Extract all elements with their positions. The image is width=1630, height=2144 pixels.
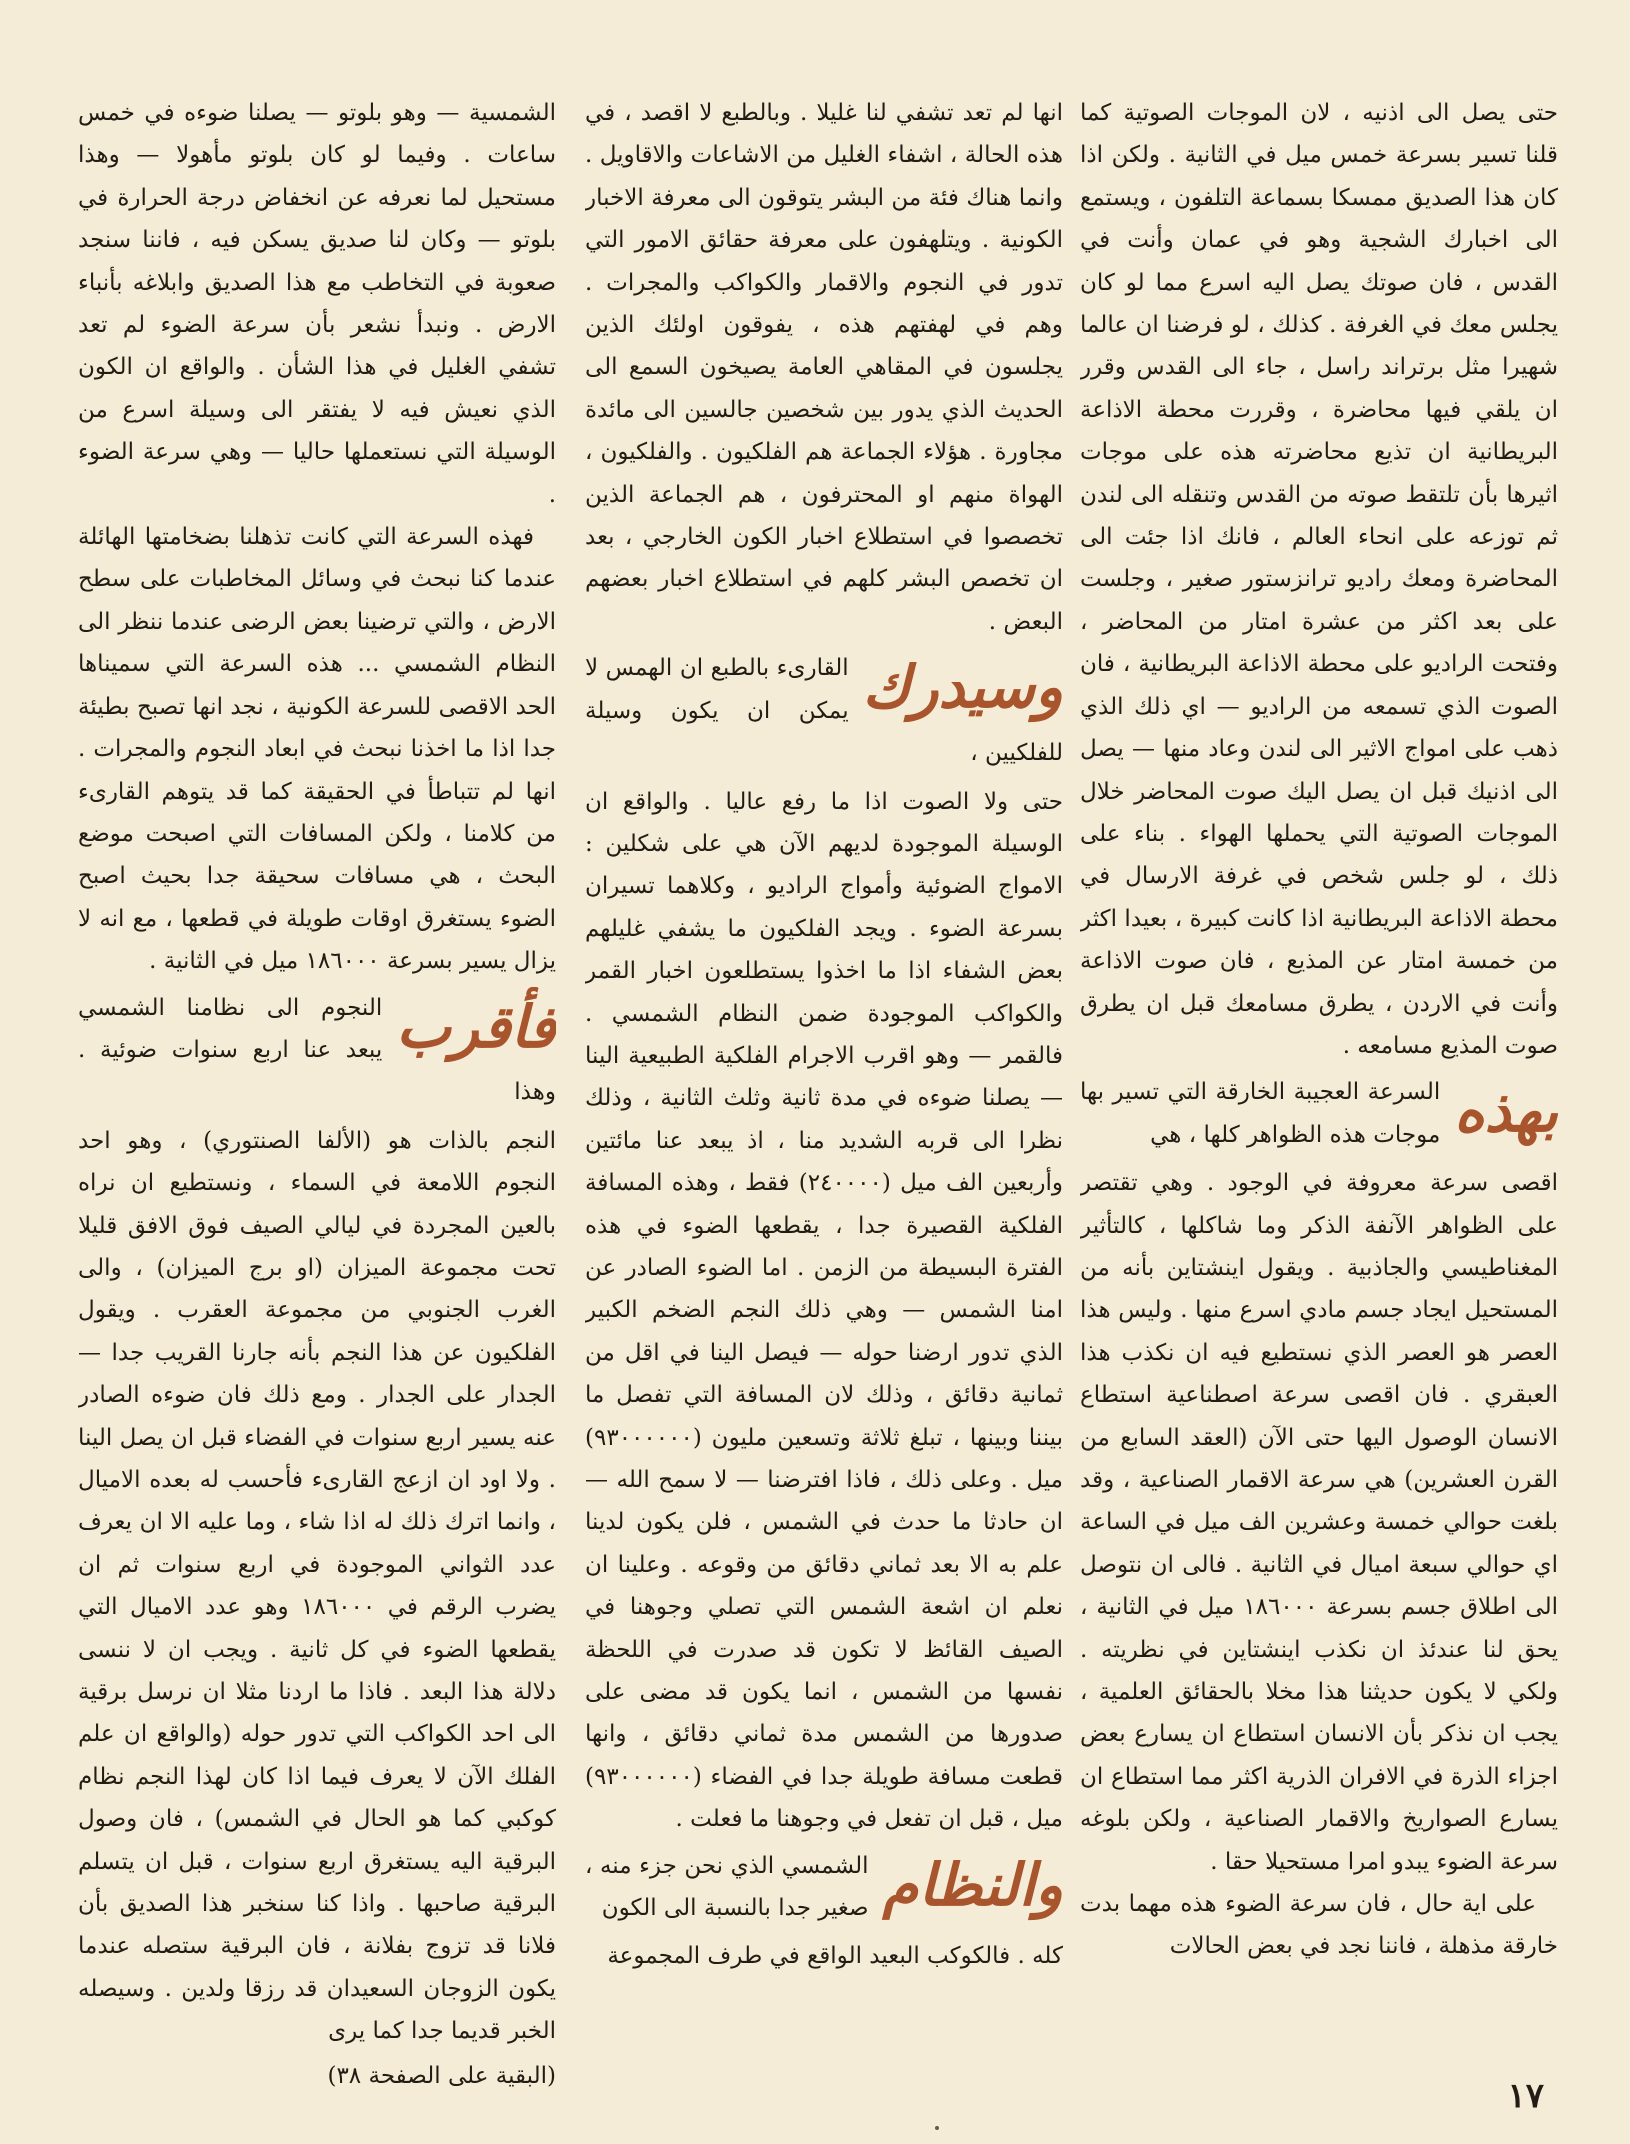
paragraph: على اية حال ، فان سرعة الضوء هذه مهما بدت خارقة مذهلة ، فاننا نجد في بعض الحالات bbox=[1080, 1891, 1558, 1960]
print-dot bbox=[935, 2126, 939, 2130]
paragraph: حتى يصل الى اذنيه ، لان الموجات الصوتية كما قلنا تسير بسرعة خمس ميل في الثانية . ولكن اذا كان هذا الصديق ممسكا بسماعة التلفون ، ويستمع الى اخبارك الشجية وهو في عمان وأنت في القدس ، فان صوتك يصل اليه اسرع مما لو كان يجلس معك في الغرفة . كذلك ، لو فرضنا ان عالما شهيرا مثل برتراند راسل ، جاء الى القدس وقرر ان يلقي فيها محاضرة ، وقررت محطة الاذاعة البريطانية ان تذيع محاضرته هذه على موجات اثيرها بأن تلتقط صوته من القدس وتنقله الى لندن ثم توزعه على انحاء العالم ، فانك اذا جئت الى المحاضرة ومعك راديو ترانزستور صغير ، وجلست على بعد اكثر من عشرة امتار من المحاضر ، وفتحت الراديو على محطة الاذاعة البريطانية ، فان الصوت الذي تسمعه من الراديو — اي ذلك الذي ذهب على امواج الاثير الى لندن وعاد منها — يصل الى اذنيك قبل ان يصل اليك صوت المحاضر خلال الموجات الصوتية التي يحملها الهواء . بناء على ذلك ، لو جلس شخص في غرفة الارسال في محطة الاذاعة البريطانية اذا كانت كبيرة ، بعيدا اكثر من خمسة امتار عن المذيع ، فان صوت الاذاعة وأنت في الاردن ، يطرق مسامعك قبل ان يطرق صوت المذيع مسامعه . bbox=[1080, 100, 1558, 1059]
column-left bbox=[78, 92, 556, 2102]
lead-word: بهذه bbox=[1454, 1077, 1558, 1146]
page-number: ١٧ bbox=[1507, 2076, 1544, 2116]
section-lead bbox=[1080, 1071, 1558, 1156]
lead-word: والنظام bbox=[882, 1850, 1063, 1919]
paragraph: انها لم تعد تشفي لنا غليلا . وبالطبع لا اقصد ، في هذه الحالة ، اشفاء الغليل من الاشاعات والاقاويل . وانما هناك فئة من البشر يتوقون الى معرفة الاخبار الكونية . ويتلهفون على معرفة حقائق الامور التي تدور في النجوم والاقمار والكواكب والمجرات . وهم في لهفتهم هذه ، يفوقون اولئك الذين يجلسون في المقاهي العامة يصيخون السمع الى الحديث الذي يدور بين شخصين جالسين الى مائدة مجاورة . هؤلاء الجماعة هم الفلكيون . والفلكيون ، الهواة منهم او المحترفون ، هم الجماعة الذين تخصصوا في استطلاع اخبار الكون الخارجي ، بعد ان تخصص البشر كلهم في استطلاع اخبار بعضهم البعض . bbox=[585, 100, 1063, 635]
continuation-note: (البقية على الصفحة ٣٨) bbox=[327, 2062, 556, 2089]
lead-word: وسيدرك bbox=[862, 653, 1063, 722]
lead-text: الشمسي الذي نحن جزء منه ، صغير جدا بالنسبة الى الكون bbox=[585, 1852, 869, 1922]
lead-word: فأقرب bbox=[396, 992, 556, 1061]
column-middle bbox=[585, 92, 1063, 2102]
lead-text: القارىء بالطبع ان الهمس لا يمكن ان يكون وسيلة للفلكيين ، bbox=[585, 655, 1063, 767]
paragraph: حتى ولا الصوت اذا ما رفع عاليا . والواقع ان الوسيلة الموجودة لديهم الآن هي على شكلين : الامواج الضوئية وأمواج الراديو ، وكلاهما تسيران بسرعة الضوء . ويجد الفلكيون ما يشفي غليلهم بعض الشفاء اذا ما اخذوا يستطلعون اخبار القمر والكواكب الموجودة ضمن النظام الشمسي . فالقمر — وهو اقرب الاجرام الفلكية الطبيعية الينا — يصلنا ضوءه في مدة ثانية وثلث الثانية ، وذلك نظرا الى قربه الشديد منا ، اذ يبعد عنا مائتين وأربعين الف ميل (٢٤٠٠٠٠) فقط ، وهذه المسافة الفلكية القصيرة جدا ، يقطعها الضوء في هذه الفترة البسيطة من الزمن . اما الضوء الصادر عن امنا الشمس — وهي ذلك النجم الضخم الكبير الذي تدور ارضنا حوله — فيصل الينا في اقل من ثمانية دقائق ، وذلك لان المسافة التي تفصل ما بيننا وبينها ، تبلغ ثلاثة وتسعين مليون (٩٣٠٠٠٠٠٠) ميل . وعلى ذلك ، فاذا افترضنا — لا سمح الله — ان حادثا ما حدث في الشمس ، فلن يكون لدينا علم به الا بعد ثماني دقائق من وقوعه . وعلينا ان نعلم ان اشعة الشمس التي تصلي وجوهنا في الصيف القائظ لا تكون قد صدرت في اللحظة نفسها من الشمس ، انما يكون قد مضى على صدورها من الشمس مدة ثماني دقائق ، وانها قطعت مسافة طويلة جدا في الفضاء (٩٣٠٠٠٠٠٠) ميل ، قبل ان تفعل في وجوهنا ما فعلت . bbox=[585, 788, 1063, 1833]
lead-text: السرعة العجيبة الخارقة التي تسير بها موجات هذه الظواهر كلها ، هي bbox=[1080, 1079, 1441, 1148]
column-right bbox=[1080, 92, 1558, 2102]
section-lead bbox=[78, 987, 556, 1114]
lead-text: النجوم الى نظامنا الشمسي يبعد عنا اربع سنوات ضوئية . وهذا bbox=[78, 994, 556, 1106]
section-lead bbox=[585, 1845, 1063, 1930]
section-lead bbox=[585, 647, 1063, 774]
paragraph: اقصى سرعة معروفة في الوجود . وهي تقتصر على الظواهر الآنفة الذكر وما شاكلها ، كالتأثير المغناطيسي والجاذبية . ويقول اينشتاين بأنه من المستحيل ايجاد جسم مادي اسرع منها . وليس هذا العصر هو العصر الذي نستطيع فيه ان نكذب هذا العبقري . فان اقصى سرعة اصطناعية استطاع الانسان الوصول اليها حتى الآن (العقد السابع من القرن العشرين) هي سرعة الاقمار الصناعية ، وقد بلغت حوالي خمسة وعشرين الف ميل في الساعة اي حوالي سبعة اميال في الثانية . فالى ان نتوصل الى اطلاق جسم بسرعة ١٨٦٠٠٠ ميل في الثانية ، يحق لنا عندئذ ان نكذب اينشتاين في نظريته . ولكي لا يكون حديثنا هذا مخلا بالحقائق العلمية ، يجب ان نذكر بأن الانسان استطاع ان يسارع بعض اجزاء الذرة في الافران الذرية اكثر مما استطاع ان يسارع الصواريخ والاقمار الصناعية ، ولكن بلوغه سرعة الضوء يبدو امرا مستحيلا حقا . bbox=[1080, 1170, 1558, 1875]
paragraph: الشمسية — وهو بلوتو — يصلنا ضوءه في خمس ساعات . وفيما لو كان بلوتو مأهولا — وهذا مستحيل لما نعرفه عن انخفاض درجة الحرارة في بلوتو — وكان لنا صديق يسكن فيه ، فاننا سنجد صعوبة في التخاطب مع هذا الصديق وابلاغه بأنباء الارض . ونبدأ نشعر بأن سرعة الضوء لم تعد تشفي الغليل في هذا الشأن . والواقع ان الكون الذي نعيش فيه لا يفتقر الى وسيلة اسرع من الوسيلة التي نستعملها حاليا — وهي سرعة الضوء . bbox=[78, 100, 556, 508]
paragraph: النجم بالذات هو (الألفا الصنتوري) ، وهو احد النجوم اللامعة في السماء ، ونستطيع ان نراه بالعين المجردة في ليالي الصيف فوق الافق قليلا تحت مجموعة الميزان (او برج الميزان) ، والى الغرب الجنوبي من مجموعة العقرب . ويقول الفلكيون عن هذا النجم بأنه جارنا القريب جدا — الجدار على الجدار . ومع ذلك فان ضوءه الصادر عنه يسير اربع سنوات في الفضاء قبل ان يصل الينا . ولا اود ان ازعج القارىء فأحسب له بعده الاميال ، وانما اترك ذلك له اذا شاء ، وما عليه الا ان يعرف عدد الثواني الموجودة في اربع سنوات ثم ان يضرب الرقم في ١٨٦٠٠٠ وهو عدد الاميال التي يقطعها الضوء في كل ثانية . ويجب ان لا ننسى دلالة هذا البعد . فاذا ما اردنا مثلا ان نرسل برقية الى احد الكواكب التي تدور حوله (والواقع ان علم الفلك الآن لا يعرف فيما اذا كان لهذا النجم نظام كوكبي كما هو الحال في الشمس) ، فان وصول البرقية اليه يستغرق اربع سنوات ، قبل ان يتسلم البرقية صاحبها . واذا كنا سنخبر هذا الصديق بأن فلانا قد تزوج بفلانة ، فان البرقية ستصله عندما يكون الزوجان السعيدان قد رزقا ولدين . وسيصله الخبر قديما جدا كما يرى bbox=[78, 1127, 556, 2045]
paragraph: فهذه السرعة التي كانت تذهلنا بضخامتها الهائلة عندما كنا نبحث في وسائل المخاطبات على سطح الارض ، والتي ترضينا بعض الرضى عندما ننظر الى النظام الشمسي ... هذه السرعة التي سميناها الحد الاقصى للسرعة الكونية ، نجد انها تصبح بطيئة جدا اذا ما اخذنا نبحث في ابعاد النجوم والمجرات . انها لم تتباطأ في الحقيقة كما قد يتوهم القارىء من كلامنا ، ولكن المسافات التي اصبحت موضع البحث ، هي مسافات سحيقة جدا بحيث اصبح الضوء يستغرق اوقات طويلة في قطعها ، مع انه لا يزال يسير بسرعة ١٨٦٠٠٠ ميل في الثانية . bbox=[78, 524, 556, 975]
paragraph: كله . فالكوكب البعيد الواقع في طرف المجموعة bbox=[607, 1943, 1063, 1970]
